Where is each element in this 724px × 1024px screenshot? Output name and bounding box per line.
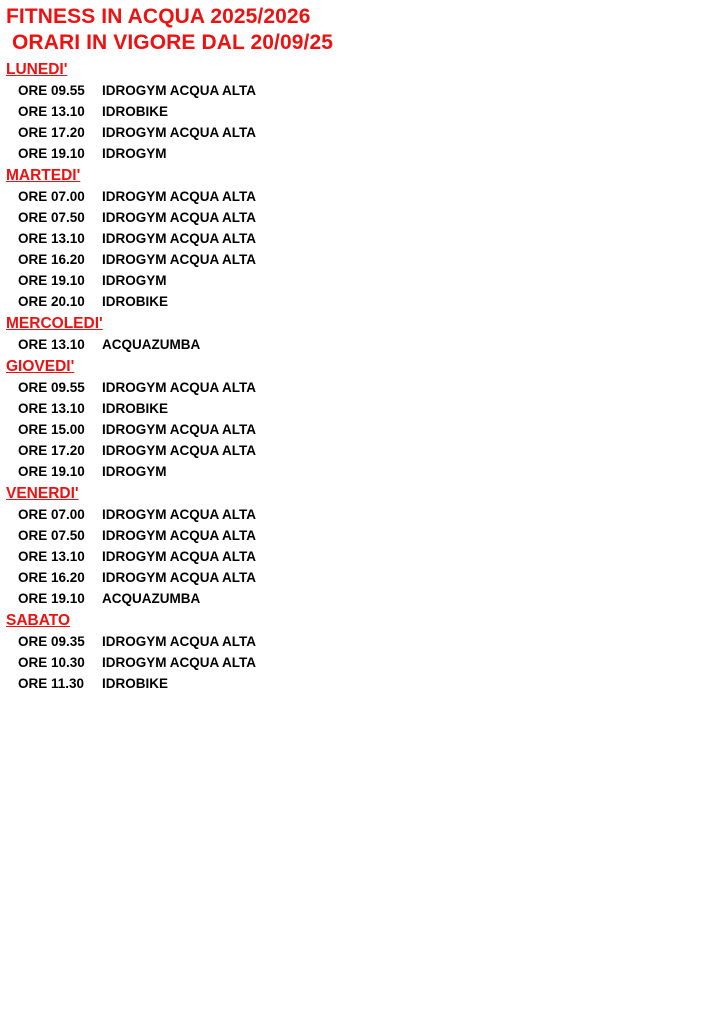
entry-time: ORE 16.20	[18, 252, 85, 267]
schedule-entry	[6, 673, 724, 694]
entry-activity: IDROBIKE	[102, 104, 169, 119]
day-header-lunedi: LUNEDI'	[6, 61, 68, 78]
entry-time: ORE 16.20	[18, 570, 85, 585]
day-block	[6, 609, 724, 694]
schedule-entry	[6, 334, 724, 355]
entry-time: ORE 13.10	[18, 549, 85, 564]
entry-time: ORE 13.10	[18, 401, 85, 416]
entry-time: ORE 13.10	[18, 231, 85, 246]
schedule-entry	[6, 461, 724, 482]
day-block	[6, 355, 724, 482]
entry-time: ORE 11.30	[18, 676, 85, 691]
entry-activity: IDROGYM	[102, 273, 167, 288]
entry-activity: IDROGYM ACQUA ALTA	[102, 570, 256, 585]
entry-time: ORE 09.55	[18, 83, 85, 98]
entry-activity: IDROGYM ACQUA ALTA	[102, 380, 256, 395]
schedule-entry	[6, 228, 724, 249]
document-title-line-2: ORARI IN VIGORE DAL 20/09/25	[12, 31, 334, 54]
entry-activity: IDROGYM ACQUA ALTA	[102, 528, 256, 543]
day-header-giovedi: GIOVEDI'	[6, 358, 75, 375]
entry-activity: IDROGYM ACQUA ALTA	[102, 189, 256, 204]
schedule-entry	[6, 398, 724, 419]
entry-time: ORE 19.10	[18, 464, 85, 479]
schedule-entry	[6, 101, 724, 122]
day-header-sabato: SABATO	[6, 612, 71, 629]
entry-time: ORE 07.00	[18, 189, 85, 204]
entry-time: ORE 13.10	[18, 337, 85, 352]
entry-time: ORE 09.55	[18, 380, 85, 395]
day-block	[6, 312, 724, 355]
entry-activity: IDROBIKE	[102, 294, 169, 309]
entry-activity: IDROGYM ACQUA ALTA	[102, 125, 256, 140]
entry-activity: IDROBIKE	[102, 401, 169, 416]
schedule-entry	[6, 143, 724, 164]
entry-activity: IDROGYM ACQUA ALTA	[102, 443, 256, 458]
schedule-entry	[6, 504, 724, 525]
entry-activity: IDROGYM	[102, 146, 167, 161]
entry-time: ORE 17.20	[18, 125, 85, 140]
schedule-entry	[6, 631, 724, 652]
schedule-entry	[6, 546, 724, 567]
entry-time: ORE 07.00	[18, 507, 85, 522]
entry-time: ORE 19.10	[18, 273, 85, 288]
schedule-entry	[6, 207, 724, 228]
entry-activity: IDROGYM ACQUA ALTA	[102, 83, 256, 98]
entry-time: ORE 07.50	[18, 528, 85, 543]
schedule-entry	[6, 80, 724, 101]
schedule-entry	[6, 249, 724, 270]
schedule-entry	[6, 419, 724, 440]
entry-activity: IDROGYM	[102, 464, 167, 479]
entry-activity: ACQUAZUMBA	[102, 337, 201, 352]
schedule-entry	[6, 122, 724, 143]
schedule-entry	[6, 652, 724, 673]
entry-activity: IDROGYM ACQUA ALTA	[102, 549, 256, 564]
document-title-block	[0, 0, 724, 56]
entry-time: ORE 20.10	[18, 294, 85, 309]
schedule-list	[0, 56, 724, 694]
day-header-martedi: MARTEDI'	[6, 167, 81, 184]
day-block	[6, 482, 724, 609]
entry-activity: IDROBIKE	[102, 676, 169, 691]
entry-activity: IDROGYM ACQUA ALTA	[102, 507, 256, 522]
day-block	[6, 164, 724, 312]
entry-time: ORE 10.30	[18, 655, 85, 670]
entry-activity: IDROGYM ACQUA ALTA	[102, 210, 256, 225]
day-header-mercoledi: MERCOLEDI'	[6, 315, 103, 332]
entry-time: ORE 09.35	[18, 634, 85, 649]
document-title-line-1: FITNESS IN ACQUA 2025/2026	[6, 5, 311, 28]
day-header-venerdi: VENERDI'	[6, 485, 79, 502]
entry-activity: IDROGYM ACQUA ALTA	[102, 252, 256, 267]
entry-activity: IDROGYM ACQUA ALTA	[102, 422, 256, 437]
entry-activity: IDROGYM ACQUA ALTA	[102, 231, 256, 246]
schedule-entry	[6, 567, 724, 588]
entry-time: ORE 19.10	[18, 146, 85, 161]
entry-time: ORE 15.00	[18, 422, 85, 437]
schedule-entry	[6, 186, 724, 207]
entry-activity: ACQUAZUMBA	[102, 591, 201, 606]
entry-activity: IDROGYM ACQUA ALTA	[102, 634, 256, 649]
schedule-entry	[6, 377, 724, 398]
entry-activity: IDROGYM ACQUA ALTA	[102, 655, 256, 670]
schedule-entry	[6, 291, 724, 312]
entry-time: ORE 19.10	[18, 591, 85, 606]
schedule-entry	[6, 525, 724, 546]
day-block	[6, 58, 724, 164]
entry-time: ORE 07.50	[18, 210, 85, 225]
entry-time: ORE 17.20	[18, 443, 85, 458]
schedule-entry	[6, 588, 724, 609]
schedule-entry	[6, 440, 724, 461]
entry-time: ORE 13.10	[18, 104, 85, 119]
schedule-entry	[6, 270, 724, 291]
